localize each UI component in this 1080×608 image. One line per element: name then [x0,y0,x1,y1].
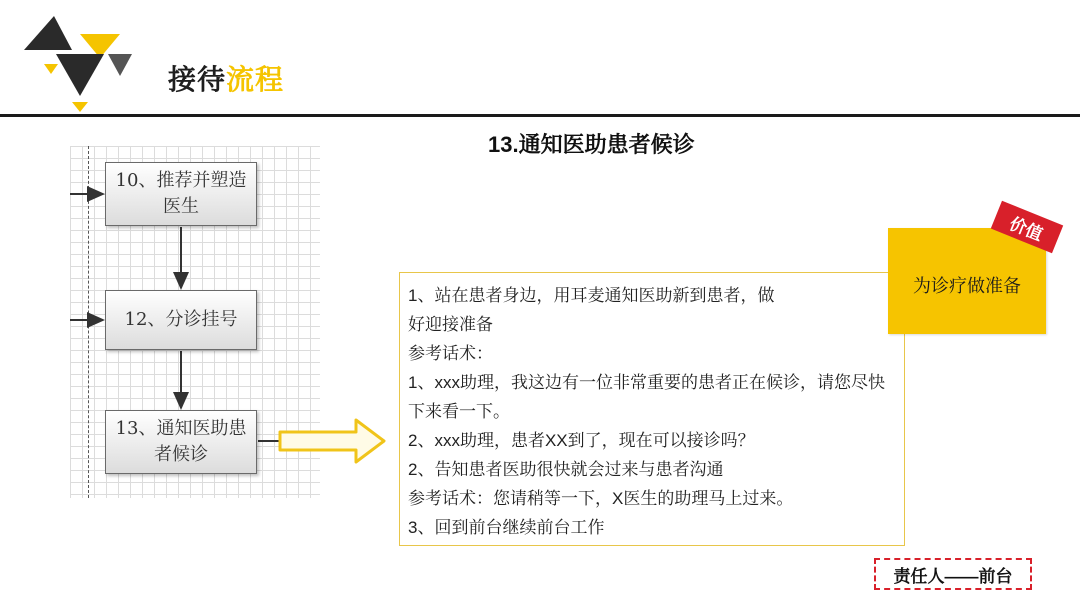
content-line: 1、xxx助理，我这边有一位非常重要的患者正在候诊，请您尽快下来看一下。 [408,373,885,421]
content-line: 参考话术： [408,344,493,363]
flow-step-10: 10、推荐并塑造医生 [105,162,257,226]
content-line: 2、xxx助理，患者XX到了，现在可以接诊吗？ [408,431,755,450]
content-box [399,272,905,546]
slide-heading: 13.通知医助患者候诊 [488,132,695,157]
flow-step-13: 13、通知医助患者候诊 [105,410,257,474]
content-line: 参考话术：您请稍等一下，X医生的助理马上过来。 [408,489,794,508]
value-badge: 价值 [991,201,1063,254]
page-title-part1: 接待 [168,64,227,95]
page-title-part2: 流程 [226,64,285,95]
content-line: 2、告知患者医助很快就会过来与患者沟通 [408,460,724,479]
owner-label: 责任人——前台 [874,558,1032,590]
content-line: 3、回到前台继续前台工作 [408,518,605,537]
block-arrow-right-icon [280,420,384,462]
flow-step-12: 12、分诊挂号 [105,290,257,350]
content-line: 1、站在患者身边，用耳麦通知医助新到患者，做好迎接准备 [408,286,775,334]
value-text: 为诊疗做准备 [913,276,1021,296]
